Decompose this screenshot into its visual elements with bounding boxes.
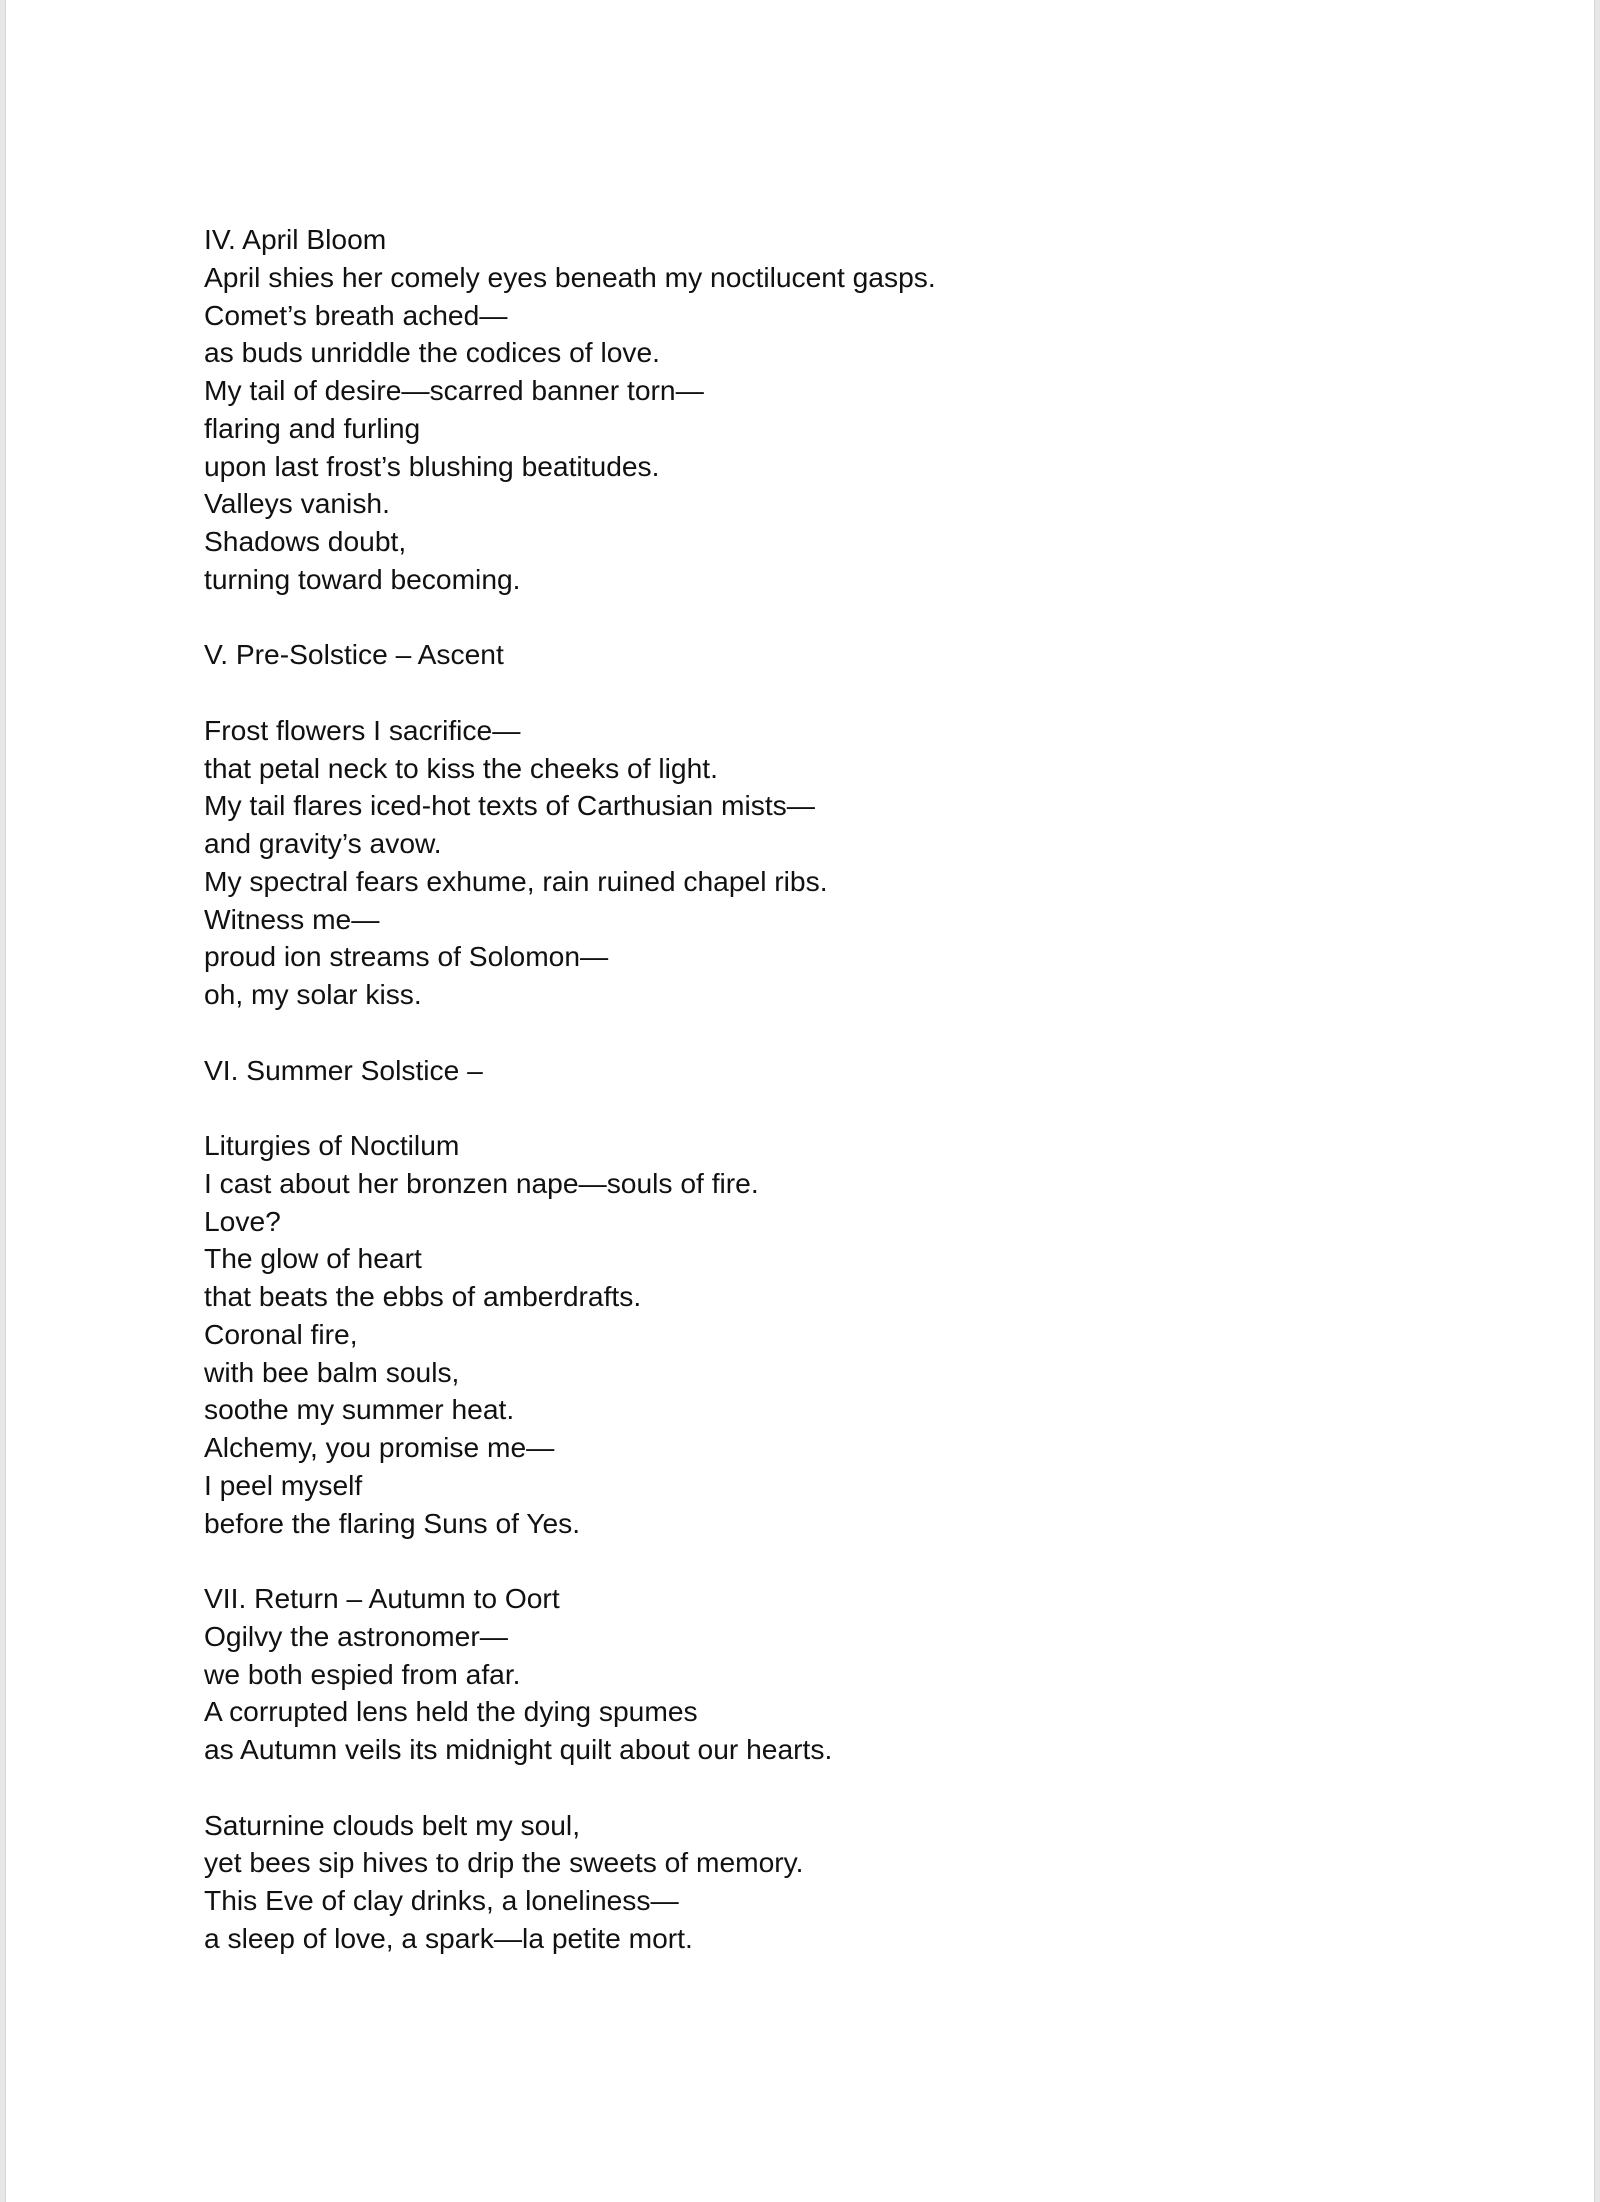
poem-line: April shies her comely eyes beneath my noctilucent gasps. xyxy=(204,260,936,293)
poem-line: Saturnine clouds belt my soul, xyxy=(204,1808,581,1841)
poem-line: Comet’s breath ached— xyxy=(204,298,508,331)
poem-line: and gravity’s avow. xyxy=(204,827,442,859)
poem-line: Valleys vanish. xyxy=(204,487,390,520)
poem-line: Ogilvy the astronomer— xyxy=(204,1619,508,1652)
poem-line: flaring and furling xyxy=(204,411,421,444)
poem-line: Frost flowers I sacrifice— xyxy=(204,713,521,746)
poem-line: My spectral fears exhume, rain ruined chapel ribs. xyxy=(204,864,828,897)
poem-line: that beats the ebbs of amberdrafts. xyxy=(204,1280,642,1312)
poem-line: Coronal fire, xyxy=(204,1317,358,1350)
section-heading: VII. Return – Autumn to Oort xyxy=(204,1582,560,1614)
blank-line xyxy=(204,674,1404,712)
poem-line: Witness me— xyxy=(204,902,380,935)
poem-line: Alchemy, you promise me— xyxy=(204,1431,555,1463)
poem-line: I peel myself xyxy=(204,1468,363,1501)
poem-body xyxy=(204,221,1404,1958)
poem-line: as buds unriddle the codices of love. xyxy=(204,336,660,369)
poem-line: with bee balm souls, xyxy=(204,1355,460,1388)
poem-line: The glow of heart xyxy=(204,1242,422,1275)
poem-line: before the flaring Suns of Yes. xyxy=(204,1506,581,1539)
blank-line xyxy=(204,1542,1404,1580)
poem-line: upon last frost’s blushing beatitudes. xyxy=(204,449,660,482)
poem-line: as Autumn veils its midnight quilt about our hearts. xyxy=(204,1733,833,1765)
poem-line: proud ion streams of Solomon— xyxy=(204,940,609,973)
document-page xyxy=(5,0,1595,2202)
section-heading: IV. April Bloom xyxy=(204,223,387,255)
poem-line: soothe my summer heat. xyxy=(204,1393,515,1426)
poem-line: Liturgies of Noctilum xyxy=(204,1129,460,1161)
poem-line: A corrupted lens held the dying spumes xyxy=(204,1695,698,1728)
poem-line: we both espied from afar. xyxy=(204,1657,521,1690)
poem-line: My tail flares iced-hot texts of Carthusian mists— xyxy=(204,789,815,822)
poem-line: This Eve of clay drinks, a loneliness— xyxy=(204,1884,679,1916)
poem-line: I cast about her bronzen nape—souls of fire. xyxy=(204,1166,759,1199)
section-heading: VI. Summer Solstice – xyxy=(204,1053,483,1086)
poem-line: yet bees sip hives to drip the sweets of memory. xyxy=(204,1846,804,1879)
poem-line: oh, my solar kiss. xyxy=(204,978,422,1010)
poem-line: a sleep of love, a spark—la petite mort. xyxy=(204,1921,693,1954)
blank-line xyxy=(204,1014,1404,1052)
poem-line: Shadows doubt, xyxy=(204,525,407,557)
poem-line: that petal neck to kiss the cheeks of light. xyxy=(204,751,718,784)
poem-line: My tail of desire—scarred banner torn— xyxy=(204,374,704,406)
blank-line xyxy=(204,1769,1404,1807)
section-heading: V. Pre-Solstice – Ascent xyxy=(204,638,504,671)
blank-line xyxy=(204,1089,1404,1127)
poem-line: turning toward becoming. xyxy=(204,562,521,595)
blank-line xyxy=(204,599,1404,637)
poem-line: Love? xyxy=(204,1204,281,1237)
